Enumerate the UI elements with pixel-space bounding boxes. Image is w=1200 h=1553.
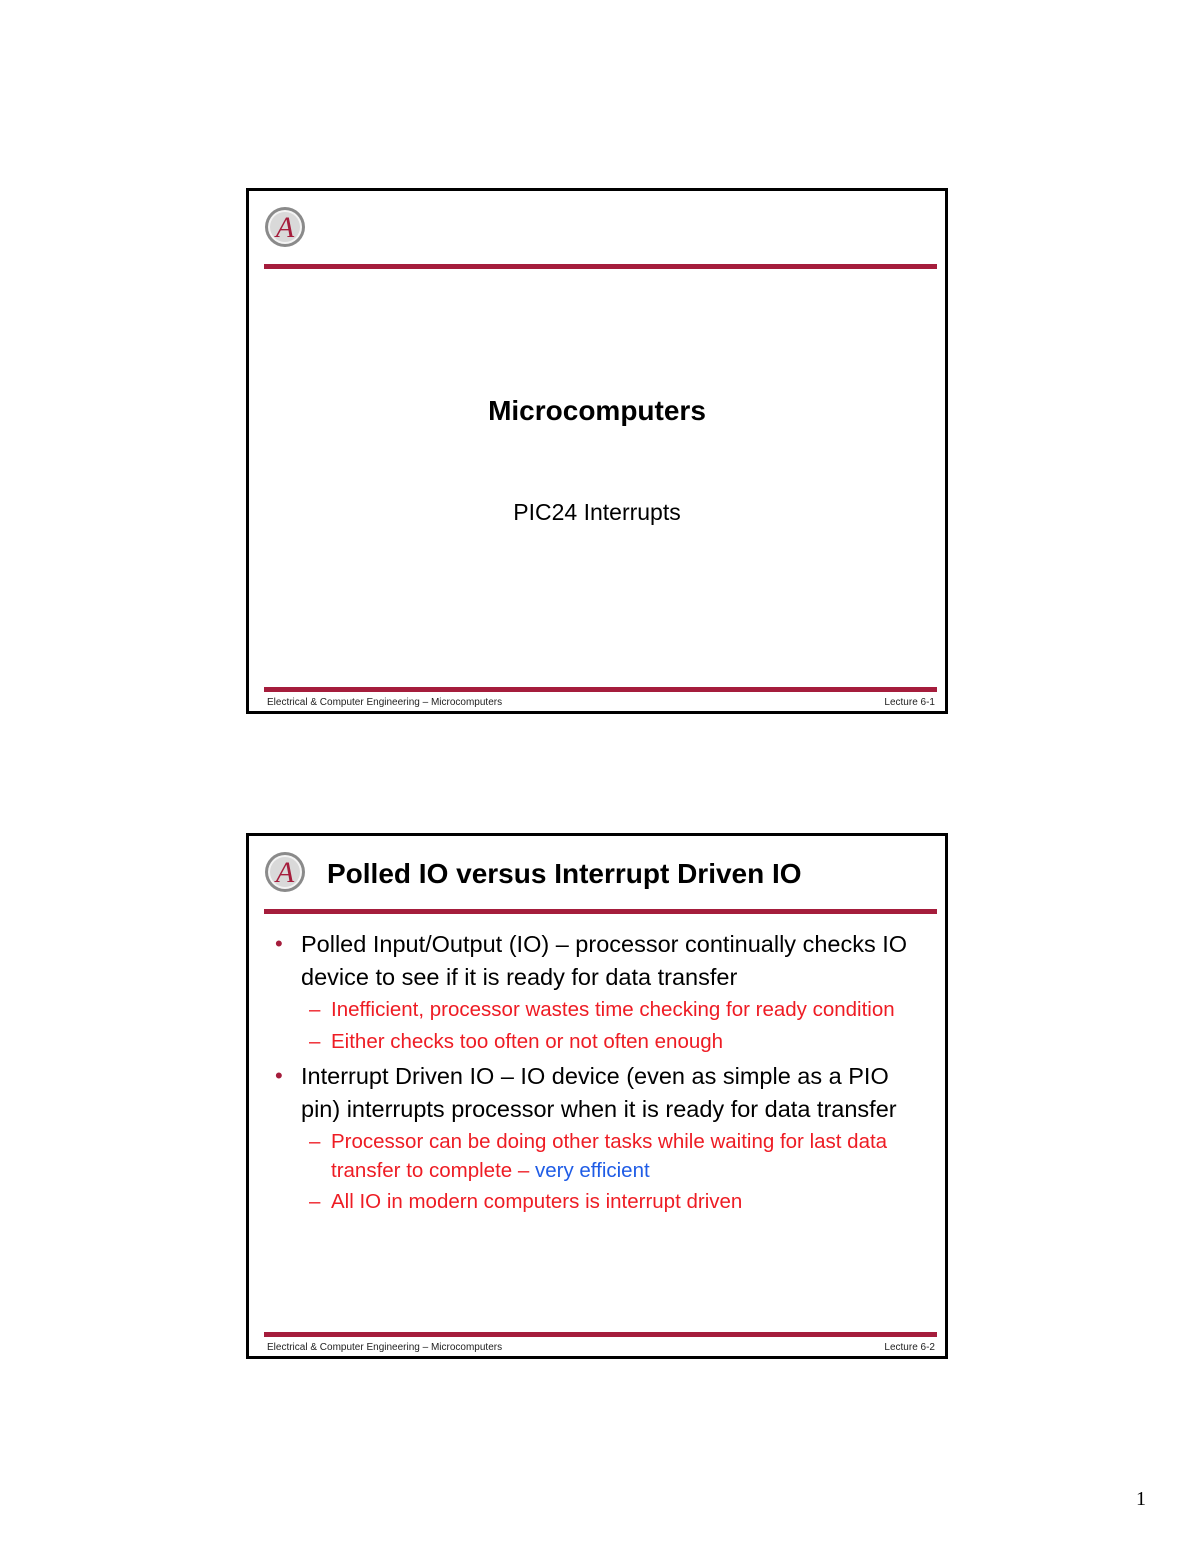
footer-lecture-number: Lecture 6-2 — [884, 1342, 935, 1353]
slide-subtitle: PIC24 Interrupts — [513, 499, 681, 525]
bullet-text: Interrupt Driven IO – IO device (even as simple as a PIO pin) interrupts processor when it is ready for data transfer — [301, 1063, 897, 1122]
dash-icon: – — [309, 1130, 321, 1153]
slide-heading: Polled IO versus Interrupt Driven IO — [327, 858, 802, 889]
sub-bullet-item — [271, 1028, 933, 1057]
bullet-icon: • — [275, 1063, 283, 1088]
footer-rule — [264, 1332, 937, 1337]
sub-bullet-highlight: very efficient — [534, 1158, 650, 1182]
slide-2 — [246, 833, 948, 1359]
header-rule — [264, 264, 937, 269]
footer-course: Electrical & Computer Engineering – Microcomputers — [267, 697, 503, 708]
page-number: 1 — [1136, 1488, 1146, 1510]
footer-lecture-number: Lecture 6-1 — [884, 697, 935, 708]
sub-bullet-item — [271, 1188, 933, 1217]
slide-1 — [246, 188, 948, 714]
sub-bullet-text: All IO in modern computers is interrupt driven — [331, 1190, 743, 1213]
dash-icon: – — [309, 1029, 321, 1053]
footer-course: Electrical & Computer Engineering – Microcomputers — [267, 1342, 503, 1353]
university-logo-icon — [263, 850, 307, 894]
university-logo-icon — [263, 205, 307, 249]
slide-content — [271, 928, 933, 1217]
bullet-item — [271, 928, 933, 993]
bullet-icon: • — [275, 931, 283, 956]
header-rule — [264, 909, 937, 914]
svg-text:A: A — [275, 856, 295, 889]
sub-bullet-text: Inefficient, processor wastes time checking for ready condition — [331, 998, 895, 1021]
dash-icon: – — [309, 1190, 321, 1213]
slide-title: Microcomputers — [488, 395, 706, 426]
dash-icon: – — [309, 998, 321, 1021]
sub-bullet-text: Either checks too often or not often enough — [331, 1029, 724, 1053]
sub-bullet-item — [271, 1128, 933, 1185]
svg-text:A: A — [275, 211, 295, 244]
sub-bullet-text: Processor can be doing other tasks while waiting for last data transfer to complete – — [331, 1130, 888, 1182]
sub-bullet-item — [271, 996, 933, 1025]
footer-rule — [264, 687, 937, 692]
bullet-text: Polled Input/Output (IO) – processor continually checks IO device to see if it is ready for data transfer — [301, 931, 908, 990]
bullet-item — [271, 1060, 933, 1125]
